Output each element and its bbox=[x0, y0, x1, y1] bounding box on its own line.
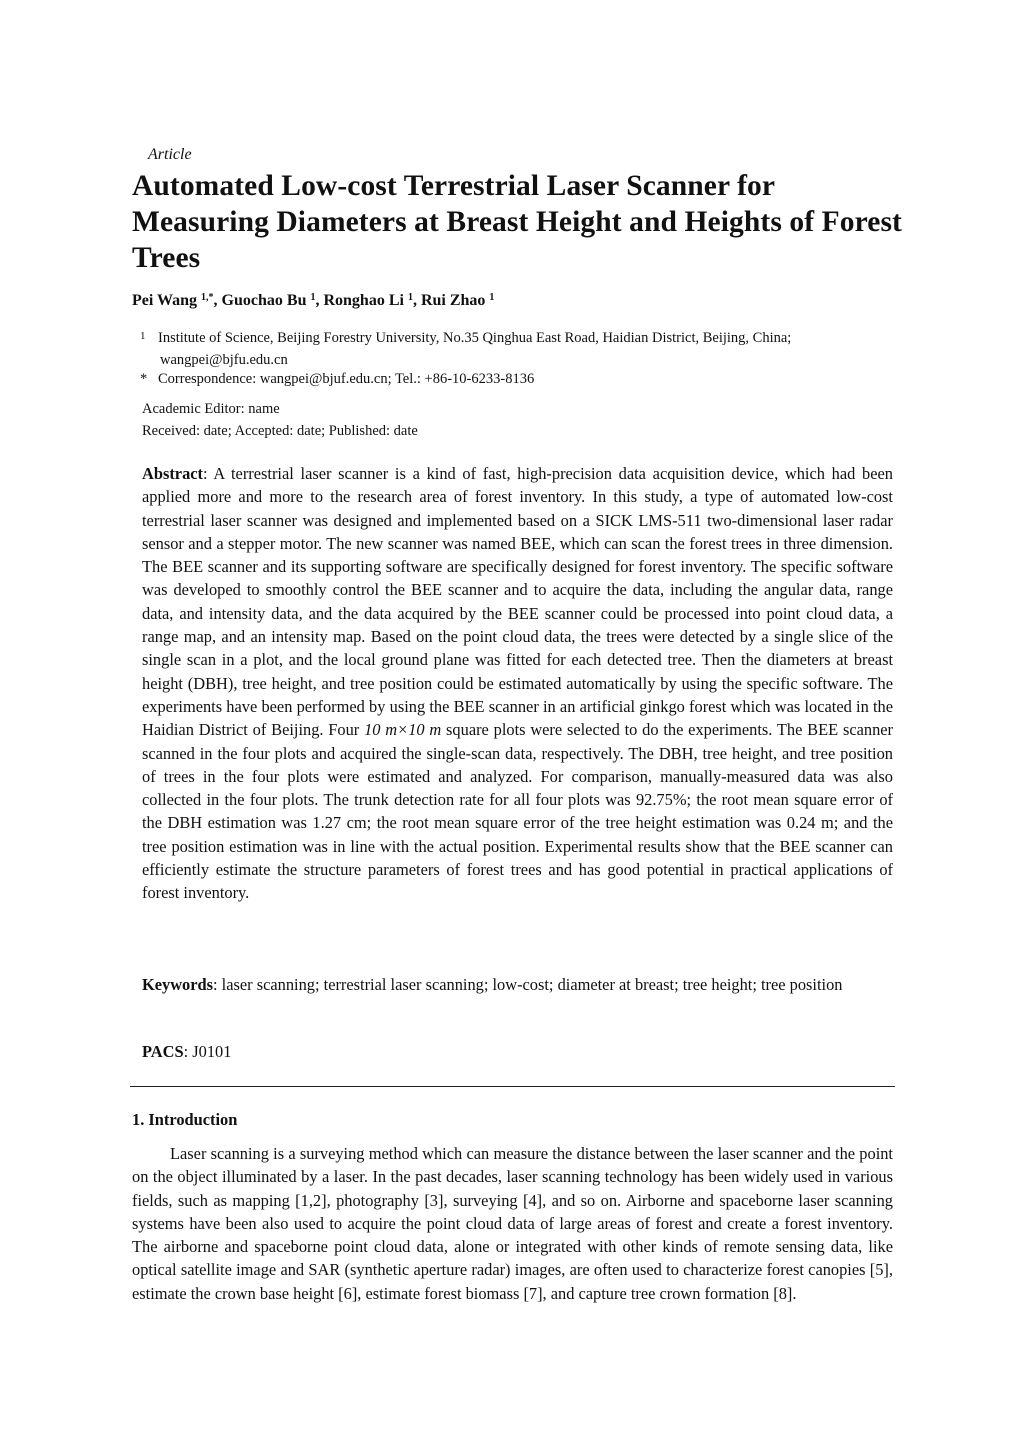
abstract-math-plot-size: 10 m×10 m bbox=[364, 720, 442, 740]
abstract-text-1: : A terrestrial laser scanner is a kind of fast, high-precision data acquisition device, which had been applied more and more to the research area of forest inventory. In this study, a type of automated low-cost terrestrial laser scanner was designed and implemented based on a SICK LMS-511 two-dimensional laser radar sensor and a stepper motor. The new scanner was named BEE, which can scan the forest trees in three dimension. The BEE scanner and its supporting software are specifically designed for forest inventory. The specific software was developed to smoothly control the BEE scanner and to acquire the data, including the angular data, range data, and intensity data, and the data acquired by the BEE scanner could be processed into point cloud data, a range map, and an intensity map. Based on the point cloud data, the trees were detected by a single slice of the single scan in a plot, and the local ground plane was fitted for each detected tree. Then the diameters at breast height (DBH), tree height, and tree position could be estimated automatically by using the specific software. The experiments have been performed by using the BEE scanner in an artificial ginkgo forest which was located in the Haidian District of Beijing. Four bbox=[142, 464, 893, 740]
affiliation-mark: 1 bbox=[140, 330, 146, 342]
author-name: Rui Zhao bbox=[420, 292, 486, 309]
keywords-label: Keywords bbox=[142, 975, 214, 994]
affiliation bbox=[140, 325, 900, 371]
article-type-label: Article bbox=[148, 146, 192, 163]
abstract-label: Abstract bbox=[142, 464, 203, 483]
author-list bbox=[132, 292, 494, 310]
pacs-label: PACS bbox=[142, 1042, 184, 1061]
abstract-text-2: square plots were selected to do the experiments. The BEE scanner scanned in the four plots and acquired the single-scan data, respectively. The DBH, tree height, and tree position of trees in the four plots were estimated and analyzed. For comparison, manually-measured data was also collected in the four plots. The trunk detection rate for all four plots was 92.75%; the root mean square error of the DBH estimation was 1.27 cm; the root mean square error of the tree height estimation was 0.24 m; and the tree position estimation was in line with the actual position. Experimental results show that the BEE scanner can efficiently estimate the structure parameters of forest trees and has good potential in practical applications of forest inventory. bbox=[142, 720, 893, 903]
publication-dates: Received: date; Accepted: date; Published: date bbox=[142, 423, 418, 439]
author-separator: , bbox=[315, 292, 324, 309]
section-divider bbox=[130, 1086, 895, 1087]
author-affiliation-mark: 1 bbox=[489, 292, 495, 303]
keywords-text: : laser scanning; terrestrial laser scanning; low-cost; diameter at breast; tree height; tree position bbox=[213, 975, 843, 994]
affiliation-email: wangpei@bjfu.edu.cn bbox=[160, 352, 288, 368]
abstract bbox=[142, 462, 893, 905]
paper-title: Automated Low-cost Terrestrial Laser Scanner for Measuring Diameters at Breast Height and Heights of Forest Trees bbox=[132, 170, 902, 274]
correspondence bbox=[140, 368, 900, 390]
introduction-heading: 1. Introduction bbox=[132, 1110, 238, 1129]
correspondence-mark: * bbox=[140, 371, 148, 387]
author-name: Pei Wang bbox=[132, 292, 198, 309]
author-name: Guochao Bu bbox=[221, 292, 307, 309]
academic-editor: Academic Editor: name bbox=[142, 401, 280, 417]
correspondence-text: Correspondence: wangpei@bjuf.edu.cn; Tel.: +86-10-6233-8136 bbox=[158, 371, 535, 387]
pacs-text: : J0101 bbox=[183, 1042, 232, 1061]
author-separator: , bbox=[412, 292, 421, 309]
pacs bbox=[142, 1040, 231, 1063]
author-affiliation-mark: 1 bbox=[407, 292, 413, 303]
publication-meta bbox=[142, 398, 418, 442]
introduction-paragraph: Laser scanning is a surveying method which can measure the distance between the laser scanner and the point on the object illuminated by a laser. In the past decades, laser scanning technology has been widely used in various fields, such as mapping [1,2], photography [3], surveying [4], and so on. Airborne and spaceborne laser scanning systems have been also used to acquire the point cloud data of large areas of forest and create a forest inventory. The airborne and spaceborne point cloud data, alone or integrated with other kinds of remote sensing data, like optical satellite image and SAR (synthetic aperture radar) images, are often used to characterize forest canopies [5], estimate the crown base height [6], estimate forest biomass [7], and capture tree crown formation [8]. bbox=[132, 1144, 893, 1303]
author-affiliation-mark: 1 bbox=[310, 292, 316, 303]
author-affiliation-mark: 1,* bbox=[201, 292, 214, 303]
affiliation-line-1: Institute of Science, Beijing Forestry University, No.35 Qinghua East Road, Haidian District, Beijing, China; bbox=[158, 330, 792, 346]
author-name: Ronghao Li bbox=[323, 292, 404, 309]
keywords bbox=[142, 973, 893, 996]
author-separator: , bbox=[213, 292, 222, 309]
